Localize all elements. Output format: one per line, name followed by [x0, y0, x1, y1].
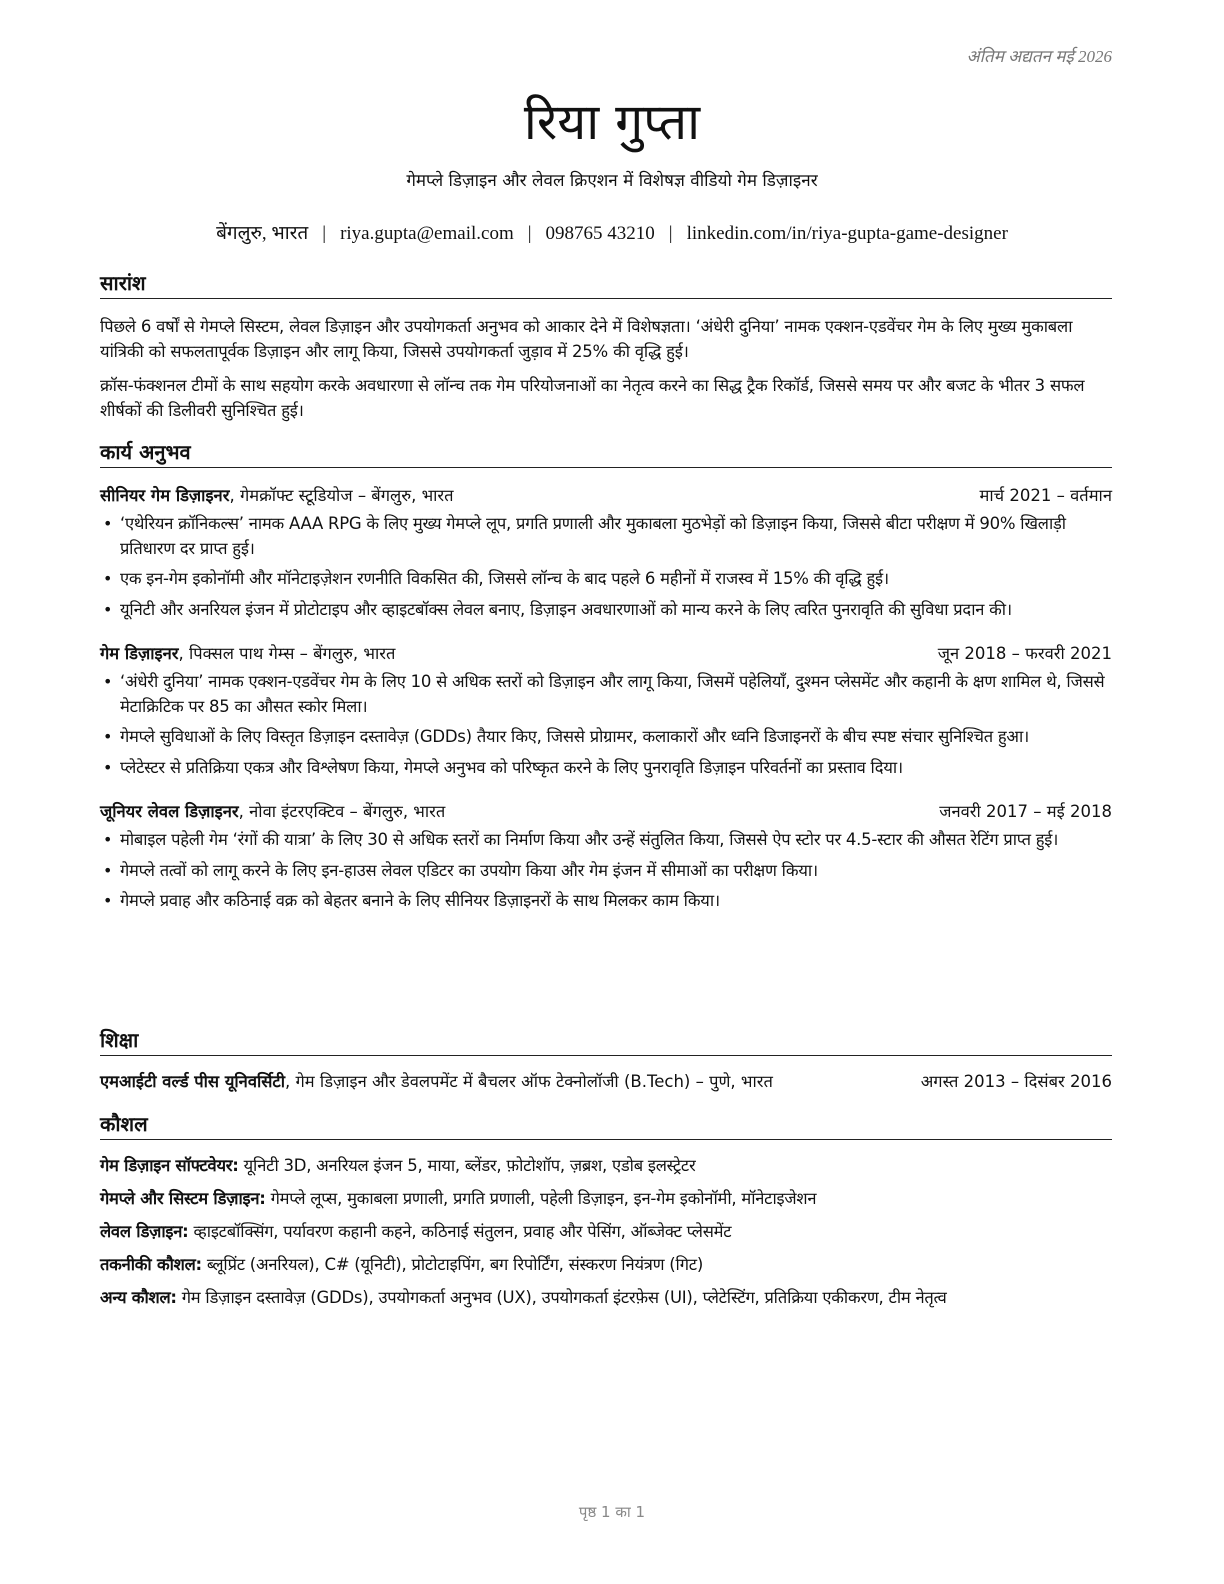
skill-label: तकनीकी कौशल:: [100, 1255, 202, 1274]
job-bullet: • गेमप्ले प्रवाह और कठिनाई वक्र को बेहतर बनाने के लिए सीनियर डिज़ाइनरों के साथ मिलकर काम किया।: [100, 889, 1112, 914]
education-section: [100, 1027, 1112, 1094]
job-bullet: • गेमप्ले तत्वों को लागू करने के लिए इन-हाउस लेवल एडिटर का उपयोग किया और गेम इंजन में सीमाओं का परीक्षण किया।: [100, 859, 1112, 884]
skill-value: गेमप्ले लूप्स, मुकाबला प्रणाली, प्रगति प्रणाली, पहेली डिज़ाइन, इन-गेम इकोनॉमी, मॉनेटाइजेशन: [265, 1189, 817, 1208]
education-detail: , गेम डिज़ाइन और डेवलपमेंट में बैचलर ऑफ टेक्नोलॉजी (B.Tech) – पुणे, भारत: [285, 1072, 773, 1091]
job-role: गेम डिज़ाइनर: [100, 644, 179, 663]
job-entry: [100, 800, 1112, 914]
contact-separator: |: [527, 223, 532, 244]
job-bullet: • एक इन-गेम इकोनॉमी और मॉनेटाइज़ेशन रणनीति विकसित की, जिससे लॉन्च के बाद पहले 6 महीनों में राजस्व में 15% की वृद्धि हुई।: [100, 567, 1112, 592]
section-title-summary: सारांश: [100, 270, 1112, 299]
skill-label: अन्य कौशल:: [100, 1288, 177, 1307]
experience-section: [100, 439, 1112, 914]
job-header: [100, 642, 1112, 666]
contact-location: बेंगलुरु, भारत: [216, 223, 309, 244]
last-updated: अंतिम अद्यतन मई 2026: [966, 47, 1112, 66]
skill-line: [100, 1187, 1112, 1211]
candidate-name: रिया गुप्ता: [523, 93, 701, 151]
job-bullet: • यूनिटी और अनरियल इंजन में प्रोटोटाइप और व्हाइटबॉक्स लेवल बनाए, डिज़ाइन अवधारणाओं को मान्य करने के लिए त्वरित पुनरावृति की सुविधा प्रदान की।: [100, 598, 1112, 623]
skill-value: व्हाइटबॉक्सिंग, पर्यावरण कहानी कहने, कठिनाई संतुलन, प्रवाह और पेसिंग, ऑब्जेक्ट प्लेसमेंट: [188, 1222, 732, 1241]
skill-value: गेम डिज़ाइन दस्तावेज़ (GDDs), उपयोगकर्ता अनुभव (UX), उपयोगकर्ता इंटरफ़ेस (UI), प्लेटेस्टिंग, प्रतिक्रिया एकीकरण, टीम नेतृत्व: [176, 1288, 947, 1307]
skill-label: लेवल डिज़ाइन:: [100, 1222, 189, 1241]
education-dates: अगस्त 2013 – दिसंबर 2016: [920, 1072, 1112, 1091]
job-bullet: • गेमप्ले सुविधाओं के लिए विस्तृत डिज़ाइन दस्तावेज़ (GDDs) तैयार किए, जिससे प्रोग्रामर, कलाकारों और ध्वनि डिजाइनरों के बीच स्पष्ट संचार सुनिश्चित हुआ।: [100, 725, 1112, 750]
skill-line: [100, 1154, 1112, 1178]
tagline: गेमप्ले डिज़ाइन और लेवल क्रिएशन में विशेषज्ञ वीडियो गेम डिज़ाइनर: [406, 171, 818, 191]
skill-value: यूनिटी 3D, अनरियल इंजन 5, माया, ब्लेंडर, फ़ोटोशॉप, ज़ब्रश, एडोब इलस्ट्रेटर: [238, 1156, 696, 1175]
job-org: , नोवा इंटरएक्टिव – बेंगलुरु, भारत: [238, 802, 446, 821]
summary-paragraph: क्रॉस-फंक्शनल टीमों के साथ सहयोग करके अवधारणा से लॉन्च तक गेम परियोजनाओं का नेतृत्व करने का सिद्ध ट्रैक रिकॉर्ड, जिससे समय पर और बजट के भीतर 3 सफल शीर्षकों की डिलीवरी सुनिश्चित हुई।: [100, 376, 1085, 420]
contact-linkedin[interactable]: linkedin.com/in/riya-gupta-game-designer: [686, 223, 1008, 244]
job-entry: [100, 484, 1112, 622]
summary-paragraph: पिछले 6 वर्षों से गेमप्ले सिस्टम, लेवल डिज़ाइन और उपयोगकर्ता अनुभव को आकार देने में विशेषज्ञता। ‘अंधेरी दुनिया’ नामक एक्शन-एडवेंचर गेम के लिए मुख्य मुकाबला यांत्रिकी को सफलतापूर्वक डिज़ाइन और लागू किया, जिससे उपयोगकर्ता जुड़ाव में 25% की वृद्धि हुई।: [100, 317, 1073, 361]
job-bullet: • प्लेटेस्टर से प्रतिक्रिया एकत्र और विश्लेषण किया, गेमप्ले अनुभव को परिष्कृत करने के लिए पुनरावृति डिज़ाइन परिवर्तनों का प्रस्ताव दिया।: [100, 756, 1112, 781]
summary-section: [100, 270, 1112, 423]
job-org: , गेमक्रॉफ्ट स्टूडियोज – बेंगलुरु, भारत: [229, 486, 454, 505]
section-title-education: शिक्षा: [100, 1027, 1112, 1056]
job-header: [100, 484, 1112, 508]
job-bullets: [100, 670, 1112, 780]
skill-label: गेम डिज़ाइन सॉफ्टवेयर:: [100, 1156, 239, 1175]
contact-phone[interactable]: 098765 43210: [545, 223, 655, 244]
section-title-experience: कार्य अनुभव: [100, 439, 1112, 468]
job-header: [100, 800, 1112, 824]
contact-line: [0, 219, 1224, 245]
job-role: जूनियर लेवल डिज़ाइनर: [100, 802, 239, 821]
job-bullet: • ‘एथेरियन क्रॉनिकल्स’ नामक AAA RPG के लिए मुख्य गेमप्ले लूप, प्रगति प्रणाली और मुकाबला मुठभेड़ों को डिज़ाइन किया, जिससे बीटा परीक्षण में 90% खिलाड़ी प्रतिधारण दर प्राप्त हुई।: [100, 512, 1112, 561]
job-bullets: [100, 828, 1112, 914]
job-bullet: • ‘अंधेरी दुनिया’ नामक एक्शन-एडवेंचर गेम के लिए 10 से अधिक स्तरों को डिज़ाइन और लागू किया, जिसमें पहेलियाँ, दुश्मन प्लेसमेंट और कहानी के क्षण शामिल थे, जिससे मेटाक्रिटिक पर 85 का औसत स्कोर मिला।: [100, 670, 1112, 719]
contact-email[interactable]: riya.gupta@email.com: [340, 223, 514, 244]
job-org: , पिक्सल पाथ गेम्स – बेंगलुरु, भारत: [178, 644, 396, 663]
skill-line: [100, 1253, 1112, 1277]
section-title-skills: कौशल: [100, 1111, 1112, 1140]
page-number: पृष्ठ 1 का 1: [578, 1503, 646, 1521]
job-entry: [100, 642, 1112, 780]
education-entry: [100, 1070, 1112, 1094]
contact-separator: |: [668, 223, 673, 244]
job-bullets: [100, 512, 1112, 622]
skill-line: [100, 1286, 1112, 1310]
skill-label: गेमप्ले और सिस्टम डिज़ाइन:: [100, 1189, 266, 1208]
skill-line: [100, 1220, 1112, 1244]
skill-value: ब्लूप्रिंट (अनरियल), C# (यूनिटी), प्रोटोटाइपिंग, बग रिपोर्टिंग, संस्करण नियंत्रण (गिट): [201, 1255, 704, 1274]
skills-section: [100, 1111, 1112, 1310]
education-school: एमआईटी वर्ल्ड पीस यूनिवर्सिटी: [100, 1072, 286, 1091]
job-dates: मार्च 2021 – वर्तमान: [979, 486, 1112, 505]
contact-separator: |: [322, 223, 327, 244]
job-dates: जून 2018 – फरवरी 2021: [937, 644, 1112, 663]
job-bullet: • मोबाइल पहेली गेम ‘रंगों की यात्रा’ के लिए 30 से अधिक स्तरों का निर्माण किया और उन्हें संतुलित किया, जिससे ऐप स्टोर पर 4.5-स्टार की औसत रेटिंग प्राप्त हुई।: [100, 828, 1112, 853]
job-role: सीनियर गेम डिज़ाइनर: [100, 486, 230, 505]
job-dates: जनवरी 2017 – मई 2018: [939, 802, 1112, 821]
